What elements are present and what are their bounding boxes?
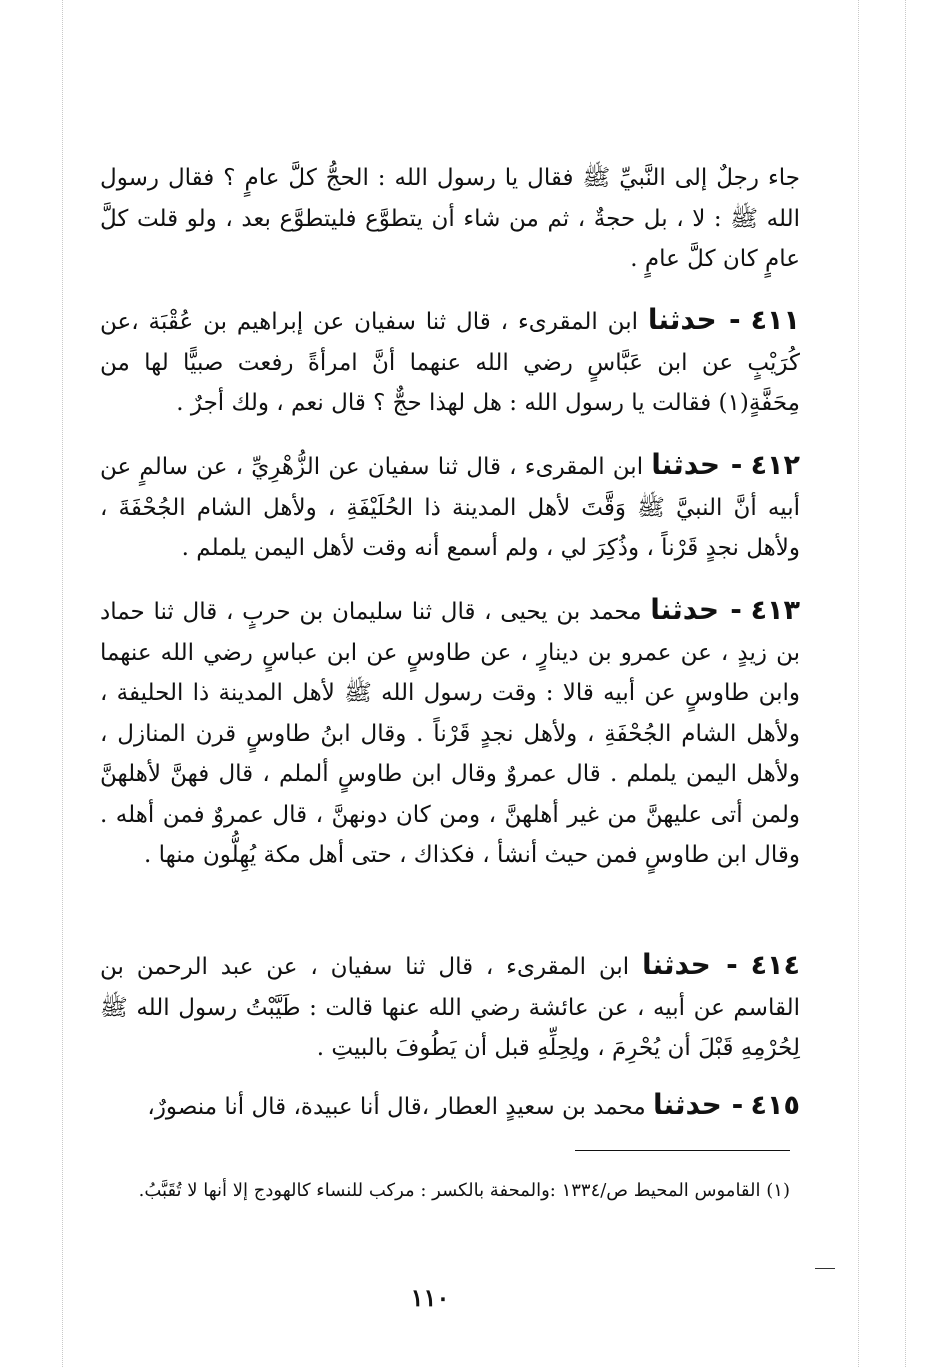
paragraph-continuation (100, 158, 800, 280)
hadith-411: ٤١١ - حدثنا ابن المقرىء ، قال ثنا سفيان عن إبراهيم بن عُقْبَة ،عن كُرَيْبٍ عن ابن عَبَّاسٍ رضي الله عنهما أنَّ امرأةً رفعت صبيًّا لها من مِحَفَّةٍ(١) فقالت يا رسول الله : هل لهذا حجٌّ ؟ قال نعم ، ولك أجرٌ . (100, 303, 801, 416)
footnote-text: القاموس المحيط ص/١٣٣٤ :والمحفة بالكسر : مركب للنساء كالهودج إلا أنها لا تُقَبَّبُ. (138, 1180, 761, 1201)
hadith-heading: حدثنا (653, 1088, 722, 1121)
hadith-number: ٤١٥ (750, 1090, 800, 1121)
scan-artifact-line (905, 0, 906, 1367)
hadith-text: ابن المقرىء ، قال ثنا سفيان ، عن عبد الرحمن بن القاسم عن أبيه ، عن عائشة رضي الله عنها قالت : طَيَّبْتُ رسول الله ﷺ لِحُرْمِهِ قَبْلَ أن يُحْرِمَ ، ولِحِلِّهِ قبل أن يَطُوفَ بالبيتِ . (100, 954, 800, 1061)
scan-artifact-line (62, 0, 63, 1367)
hadith-heading: حدثنا (650, 593, 720, 626)
footnote-marker: (١) (766, 1180, 790, 1201)
hadith-heading: حدثنا (651, 448, 721, 481)
hadith-412: ٤١٢ - حدثنا ابن المقرىء ، قال ثنا سفيان عن الزُّهْرِيِّ ، عن سالمٍ عن أبيه أنَّ النبيَّ ﷺ وَقَّتَ لأهل المدينة ذا الحُلَيْفَةِ ، ولأهل الشام الجُحْفَةَ ، ولأهل نجدٍ قَرْناً ، وذُكِرَ لي ، ولم أسمع أنه وقت لأهل اليمن يلملم . (100, 448, 801, 561)
hadith-415: ٤١٥ - حدثنا محمد بن سعيدٍ العطار ،قال أنا عبيدة، قال أنا منصورٌ، (147, 1088, 800, 1121)
paragraph-text: جاء رجلٌ إلى النَّبيِّ ﷺ فقال يا رسول الله : الحجُّ كلَّ عامٍ ؟ فقال رسول الله ﷺ : لا ، بل حجةٌ ، ثم من شاء أن يتطوَّع فليتطوَّع بعد ، ولو قلت كلَّ عامٍ كان كلَّ عامٍ . (100, 165, 800, 272)
hadith-413: ٤١٣ - حدثنا محمد بن يحيى ، قال ثنا سليمان بن حربٍ ، قال ثنا حماد بن زيدٍ ، عن عمرو بن دينارٍ ، عن طاوسٍ عن ابن عباسٍ رضي الله عنهما وابن طاوسٍ عن أبيه قالا : وقت رسول الله ﷺ لأهل المدينة ذا الحليفة ، ولأهل الشام الجُحْفَةِ ، ولأهل نجدٍ قَرْناً . وقال ابنُ طاوسٍ قرن المنازل ، ولأهل اليمن يلملم . قال عمروٌ وقال ابن طاوسٍ ألملم ، قال فهنَّ لأهلهنَّ ولمن أتى عليهنَّ من غير أهلهنَّ ، ومن كان دونهنَّ ، قال عمروٌ فمن أهله . وقال ابن طاوسٍ فمن حيث أنشأ ، فكذاك ، حتى أهل مكة يُهِلُّون منها . (100, 593, 801, 868)
hadith-text: ابن المقرىء ، قال ثنا سفيان عن الزُّهْرِيِّ ، عن سالمٍ عن أبيه أنَّ النبيَّ ﷺ وَقَّتَ لأهل المدينة ذا الحُلَيْفَةِ ، ولأهل الشام الجُحْفَةَ ، ولأهل نجدٍ قَرْناً ، وذُكِرَ لي ، ولم أسمع أنه وقت لأهل اليمن يلملم . (100, 454, 800, 561)
hadith-414: ٤١٤ - حدثنا ابن المقرىء ، قال ثنا سفيان ، عن عبد الرحمن بن القاسم عن أبيه ، عن عائشة رضي الله عنها قالت : طَيَّبْتُ رسول الله ﷺ لِحُرْمِهِ قَبْلَ أن يُحْرِمَ ، ولِحِلِّهِ قبل أن يَطُوفَ بالبيتِ . (100, 948, 801, 1061)
hadith-text: محمد بن يحيى ، قال ثنا سليمان بن حربٍ ، قال ثنا حماد بن زيدٍ ، عن عمرو بن دينارٍ ، عن طاوسٍ عن ابن عباسٍ رضي الله عنهما وابن طاوسٍ عن أبيه قالا : وقت رسول الله ﷺ لأهل المدينة ذا الحليفة ، ولأهل الشام الجُحْفَةِ ، ولأهل نجدٍ قَرْناً . وقال ابنُ طاوسٍ قرن المنازل ، ولأهل اليمن يلملم . قال عمروٌ وقال ابن طاوسٍ ألملم ، قال فهنَّ لأهلهنَّ ولمن أتى عليهنَّ من غير أهلهنَّ ، ومن كان دونهنَّ ، قال عمروٌ فمن أهله . وقال ابن طاوسٍ فمن حيث أنشأ ، فكذاك ، حتى أهل مكة يُهِلُّون منها . (100, 599, 800, 868)
footnote-separator (575, 1150, 790, 1151)
hadith-number: ٤١٤ (750, 950, 801, 981)
hadith-heading: حدثنا (647, 303, 717, 336)
page-number: ١١٠ (410, 1283, 450, 1312)
hadith-text: محمد بن سعيدٍ العطار ،قال أنا عبيدة، قال أنا منصورٌ، (147, 1094, 646, 1120)
hadith-number: ٤١٢ (750, 450, 801, 481)
margin-mark (815, 1268, 835, 1269)
hadith-heading: حدثنا (642, 948, 711, 981)
hadith-number: ٤١٣ (750, 595, 801, 626)
hadith-text: ابن المقرىء ، قال ثنا سفيان عن إبراهيم بن عُقْبَة ،عن كُرَيْبٍ عن ابن عَبَّاسٍ رضي الله عنهما أنَّ امرأةً رفعت صبيًّا لها من مِحَفَّةٍ(١) فقالت يا رسول الله : هل لهذا حجٌّ ؟ قال نعم ، ولك أجرٌ . (100, 309, 800, 416)
hadith-number: ٤١١ (750, 305, 801, 336)
footnote (100, 1175, 790, 1206)
scan-artifact-line (858, 0, 859, 1367)
